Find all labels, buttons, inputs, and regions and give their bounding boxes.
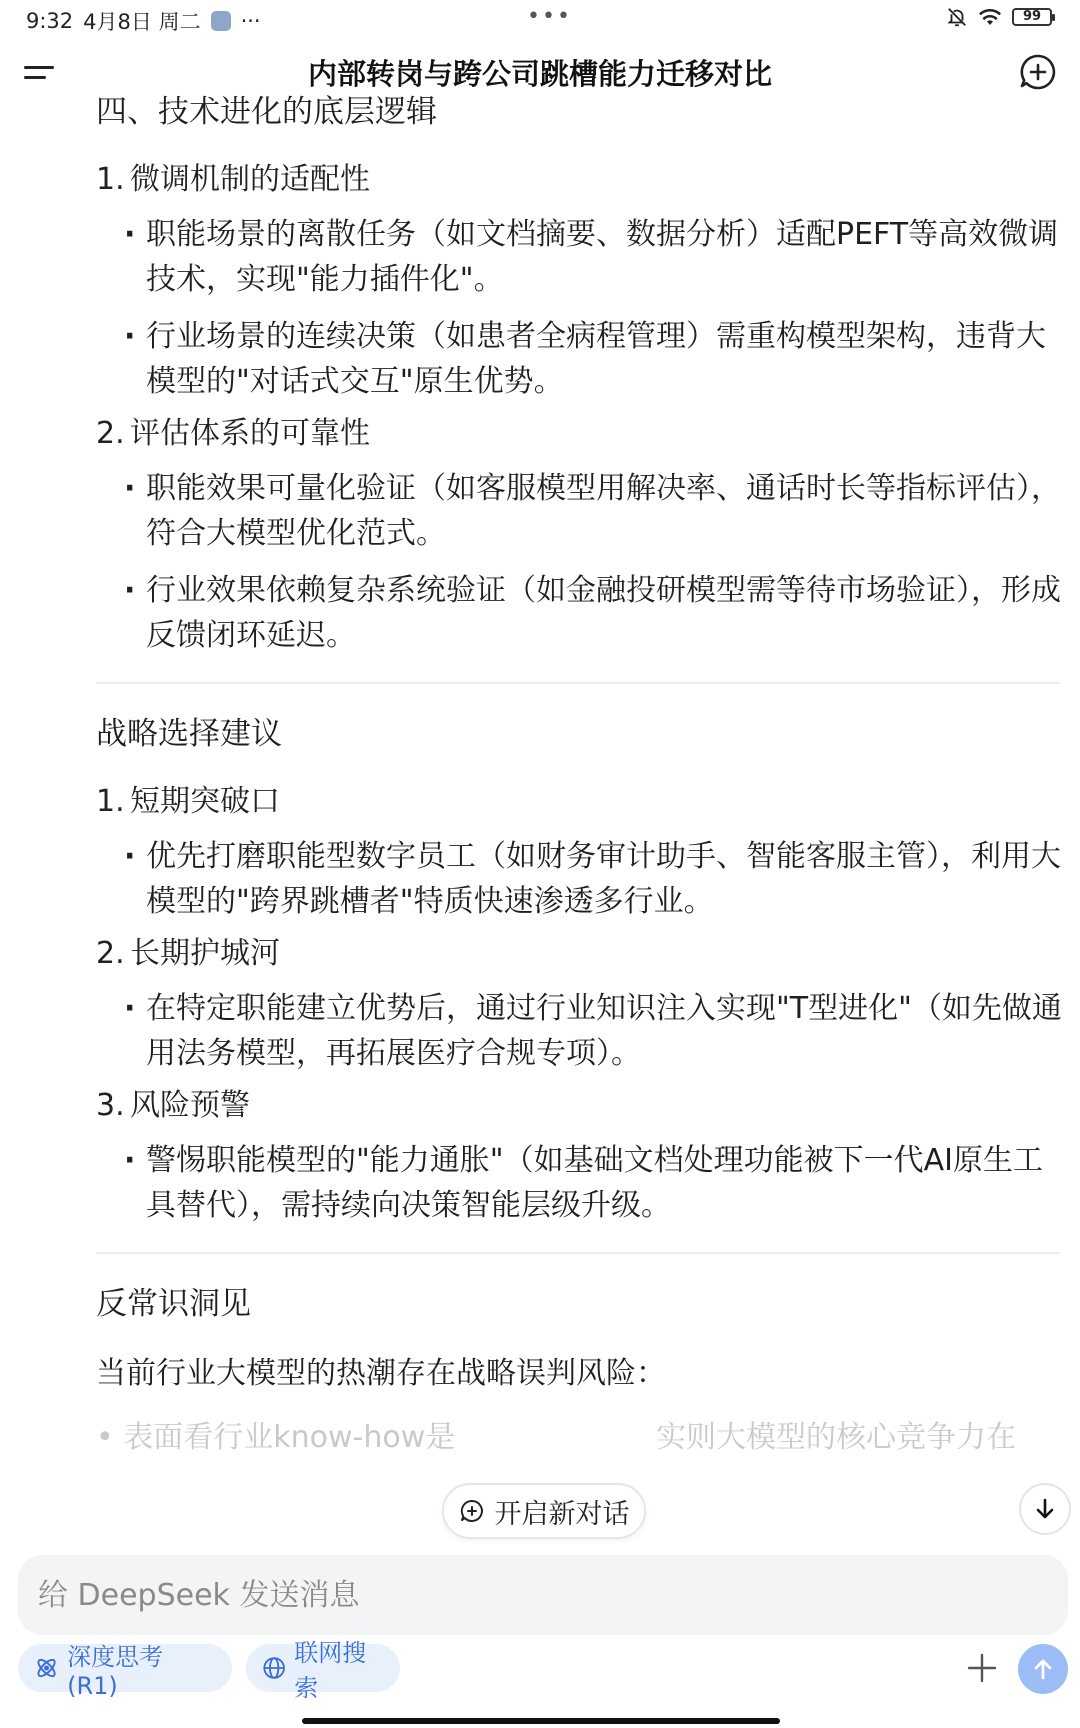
bullet-dot: · xyxy=(124,217,136,252)
bullet-text: 职能效果可量化验证（如客服模型用解决率、通话时长等指标评估），符合大模型优化范式。 xyxy=(146,471,1061,551)
bullet-item xyxy=(96,314,1064,404)
bullet-item xyxy=(96,1138,1064,1228)
message-input-box[interactable] xyxy=(18,1555,1068,1635)
deep-think-label: 深度思考 (R1) xyxy=(67,1642,164,1700)
section-heading: 反常识洞见 xyxy=(96,1286,251,1322)
list-title: 风险预警 xyxy=(130,1088,250,1123)
bullet-text: 警惕职能模型的"能力通胀"（如基础文档处理功能被下一代AI原生工具替代），需持续向决策智能层级升级。 xyxy=(146,1143,1043,1223)
list-title: 评估体系的可靠性 xyxy=(130,416,370,451)
paragraph: 当前行业大模型的热潮存在战略误判风险： xyxy=(96,1356,666,1391)
list-number: 1. xyxy=(96,784,125,819)
deep-think-toggle[interactable] xyxy=(18,1642,232,1700)
faded-text-line xyxy=(96,1416,1064,1460)
list-number: 1. xyxy=(96,162,125,197)
list-number: 2. xyxy=(96,936,125,971)
status-time: 9:32 xyxy=(26,9,74,33)
scroll-down-button[interactable] xyxy=(1019,1483,1071,1535)
bullet-text: 行业效果依赖复杂系统验证（如金融投研模型需等待市场验证），形成反馈闭环延迟。 xyxy=(146,573,1061,653)
app-notification-icon xyxy=(211,11,231,31)
bullet-text: 职能场景的离散任务（如文档摘要、数据分析）适配PEFT等高效微调技术，实现"能力插件化"。 xyxy=(146,217,1059,297)
bell-muted-icon xyxy=(946,6,968,28)
wifi-icon xyxy=(978,7,1002,27)
list-number: 3. xyxy=(96,1088,125,1123)
list-item xyxy=(96,1084,1064,1128)
bullet-item xyxy=(96,834,1064,924)
page-title: 内部转岗与跨公司跳槽能力迁移对比 xyxy=(307,57,772,91)
chat-response xyxy=(96,90,1064,1530)
plus-icon[interactable] xyxy=(964,1650,1000,1686)
bullet-dot: · xyxy=(124,471,136,506)
status-more-icon: ··· xyxy=(240,9,261,33)
window-handle-dots[interactable]: ••• xyxy=(527,4,572,29)
bullet-dot: · xyxy=(124,573,136,608)
list-title: 微调机制的适配性 xyxy=(130,162,370,197)
arrow-up-icon xyxy=(1030,1656,1056,1682)
list-item xyxy=(96,412,1064,456)
battery-icon: 99 xyxy=(1012,8,1052,26)
faded-text-right: 实则大模型的核心竞争力在 xyxy=(656,1420,1016,1455)
new-chat-icon[interactable] xyxy=(1018,52,1058,92)
bullet-text: 行业场景的连续决策（如患者全病程管理）需重构模型架构，违背大模型的"对话式交互"原生优势。 xyxy=(146,319,1046,399)
input-toolbar xyxy=(18,1639,1068,1702)
bullet-dot: · xyxy=(124,991,136,1026)
send-button[interactable] xyxy=(1018,1644,1068,1694)
home-indicator[interactable] xyxy=(302,1718,780,1724)
web-search-label: 联网搜索 xyxy=(294,1639,367,1702)
bullet-text: 在特定职能建立优势后，通过行业知识注入实现"T型进化"（如先做通用法务模型，再拓展医疗合规专项）。 xyxy=(146,991,1062,1071)
list-item xyxy=(96,780,1064,824)
bullet-item xyxy=(96,568,1064,658)
status-bar xyxy=(0,0,1080,40)
list-number: 2. xyxy=(96,416,125,451)
arrow-down-icon xyxy=(1032,1496,1058,1522)
faded-text-left: • 表面看行业know-how是 xyxy=(96,1420,456,1455)
list-title: 短期突破口 xyxy=(130,784,280,819)
bullet-dot: · xyxy=(124,319,136,354)
list-item xyxy=(96,932,1064,976)
atom-icon xyxy=(34,1655,59,1681)
bullet-dot: · xyxy=(124,839,136,874)
bullet-dot: · xyxy=(124,1143,136,1178)
section-divider xyxy=(96,682,1060,684)
new-chat-icon xyxy=(459,1498,485,1524)
bullet-text: 优先打磨职能型数字员工（如财务审计助手、智能客服主管），利用大模型的"跨界跳槽者"特质快速渗透多行业。 xyxy=(146,839,1061,919)
message-input[interactable] xyxy=(38,1555,1038,1635)
list-item xyxy=(96,158,1064,202)
bullet-item xyxy=(96,986,1064,1076)
globe-icon xyxy=(262,1655,286,1681)
new-dialog-label: 开启新对话 xyxy=(494,1498,630,1530)
new-dialog-button[interactable] xyxy=(442,1483,646,1539)
section-heading: 战略选择建议 xyxy=(96,716,282,752)
section-heading: 四、技术进化的底层逻辑 xyxy=(96,94,437,130)
status-date: 4月8日 周二 xyxy=(83,10,201,34)
bullet-item xyxy=(96,466,1064,556)
web-search-toggle[interactable] xyxy=(246,1639,400,1702)
section-divider xyxy=(96,1252,1060,1254)
bullet-item xyxy=(96,212,1064,302)
list-title: 长期护城河 xyxy=(130,936,280,971)
